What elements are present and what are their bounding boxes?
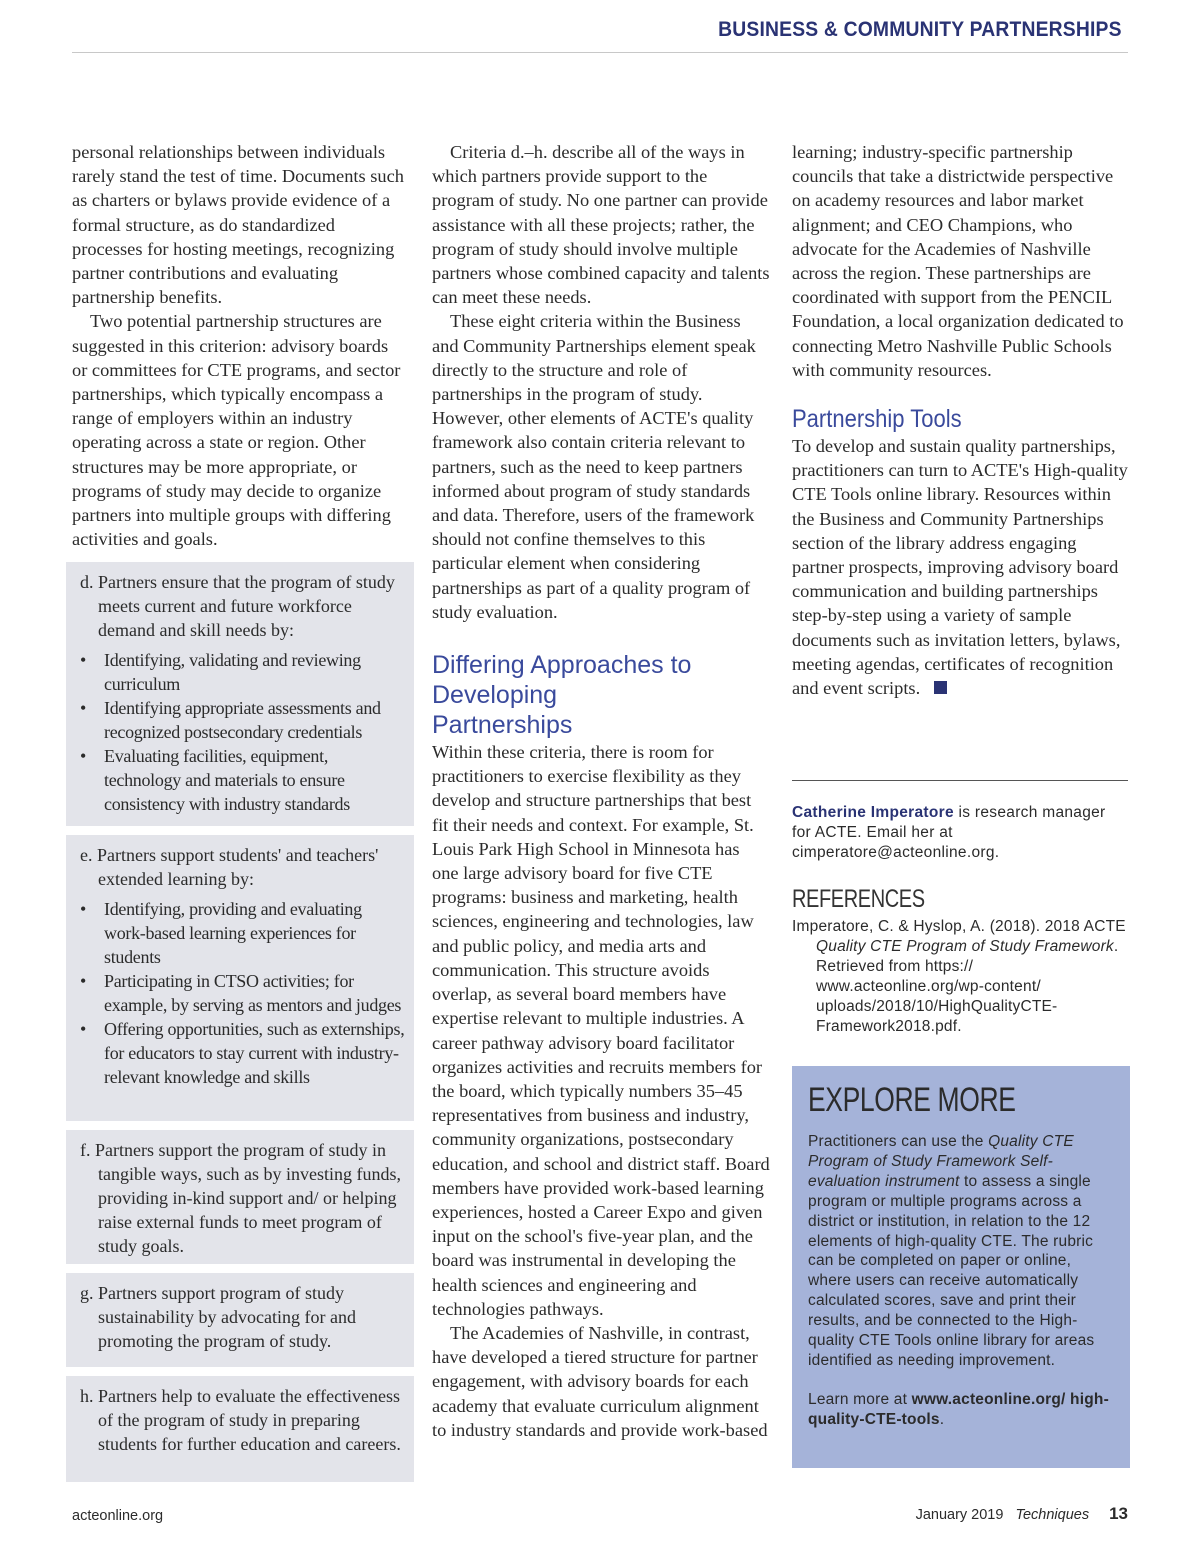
page-number: 13 <box>1109 1504 1128 1523</box>
section-heading: Partnership Tools <box>792 405 962 434</box>
paragraph: Within these criteria, there is room for practitioners to exercise flexibility as they develop and structure partnerships that best fit their needs and context. For example, St. Louis Park High School in Minnesota has one large advisory board for five CTE programs: business and marketing, health sciences, engineering and technologies, law and public policy, and media arts and communication. This structure avoids overlap, as several board members have expertise relevant to multiple industries. A career pathway advisory board facilitator organizes activities and recruits members for the board, which typically numbers 35–45 representatives from business and industry, community organizations, postsecondary education, and school and district staff. Board members have provided work-based learning experiences, hosted a Career Expo and given input on the school's five-year plan, and the board was instrumental in developing the health sciences and engineering and technologies pathways. <box>432 742 770 1319</box>
byline-divider <box>792 780 1128 781</box>
criterion-d-box <box>66 562 414 826</box>
list-item: • Participating in CTSO activities; for example, by serving as mentors and judges <box>80 971 402 1015</box>
criterion-heading: d. Partners ensure that the program of study meets current and future workforce demand and skill needs by: <box>80 572 395 640</box>
column-2 <box>432 140 770 1442</box>
reference-entry: Imperatore, C. & Hyslop, A. (2018). 2018 ACTE Quality CTE Program of Study Framework. Retrieved from https:// www.acteonline.org/wp-content/ uploads/2018/10/HighQualityCTE-Framework2018.pdf. <box>792 918 1126 1035</box>
footer-date: January 2019 <box>915 1507 1004 1523</box>
list-item: • Evaluating facilities, equipment, technology and materials to ensure consistency with industry standards <box>80 746 350 814</box>
header-rule <box>72 52 1128 53</box>
criterion-heading: e. Partners support students' and teachers' extended learning by: <box>80 845 379 889</box>
paragraph: personal relationships between individuals rarely stand the test of time. Documents such as charters or bylaws provide evidence of a formal structure, as do standardized processes for hosting meetings, recognizing partner contributions and evaluating partnership benefits. <box>72 142 404 308</box>
list-item: • Identifying, validating and reviewing curriculum <box>80 650 361 694</box>
criterion-list <box>80 648 406 816</box>
list-item: • Offering opportunities, such as externships, for educators to stay current with industry-relevant knowledge and skills <box>80 1019 405 1087</box>
paragraph: Criteria d.–h. describe all of the ways in which partners provide support to the program of study. No one partner can provide assistance with all these projects; rather, the program of study should involve multiple partners whose combined capacity and talents can meet these needs. <box>432 142 770 308</box>
criterion-heading: f. Partners support the program of study in tangible ways, such as by investing funds, providing in-kind support and/ or helping raise external funds to meet program of study goals. <box>80 1140 401 1256</box>
learn-more-link[interactable]: www.acteonline.org/ high-quality-CTE-tools <box>808 1390 1109 1428</box>
author-name: Catherine Imperatore <box>792 804 954 821</box>
criterion-h-box <box>66 1376 414 1482</box>
explore-more-body: Practitioners can use the Quality CTE Program of Study Framework Self-evaluation instrument to assess a single program or multiple programs across a district or institution, in relation to the 12 elements of high-quality CTE. The rubric can be completed on paper or online, where users can receive automatically calculated scores, save and print their results, and be connected to the High-quality CTE Tools online library for areas identified as needing improvement. <box>808 1133 1095 1369</box>
criterion-heading: h. Partners help to evaluate the effectiveness of the program of study in preparing students for further education and careers. <box>80 1386 401 1454</box>
explore-more-heading: EXPLORE MORE <box>808 1081 1016 1119</box>
footer-site: acteonline.org <box>72 1508 164 1524</box>
learn-more: Learn more at www.acteonline.org/ high-quality-CTE-tools. <box>808 1390 1109 1428</box>
paragraph: learning; industry-specific partnership councils that take a districtwide perspective on academy resources and labor market alignment; and CEO Champions, who advocate for the Academies of Nashville across the region. These partnerships are coordinated with support from the PENCIL Foundation, a local organization dedicated to connecting Metro Nashville Public Schools with community resources. <box>792 142 1124 380</box>
paragraph: The Academies of Nashville, in contrast, have developed a tiered structure for partner engagement, with advisory boards for each academy that evaluate curriculum alignment to industry standards and provide work-based <box>432 1322 768 1440</box>
paragraph: Two potential partnership structures are suggested in this criterion: advisory boards or committees for CTE programs, and sector partnerships, which typically encompass a range of employers within an industry operating across a state or region. Other structures may be more appropriate, or programs of study may decide to organize partners into multiple groups with differing activities and goals. <box>72 311 401 550</box>
references-heading: REFERENCES <box>792 885 925 913</box>
criterion-list <box>80 897 406 1089</box>
explore-more-box <box>792 1066 1130 1468</box>
list-item: • Identifying appropriate assessments and recognized postsecondary credentials <box>80 698 381 742</box>
column-1 <box>72 140 408 551</box>
list-item: • Identifying, providing and evaluating work-based learning experiences for students <box>80 899 362 967</box>
footer-magazine: Techniques <box>1015 1507 1090 1523</box>
section-title: BUSINESS & COMMUNITY PARTNERSHIPS <box>718 18 1122 41</box>
paragraph: To develop and sustain quality partnerships, practitioners can turn to ACTE's High-quality CTE Tools online library. Resources within the Business and Community Partnerships section of the library address engaging partner prospects, improving advisory board communication and building partnerships step-by-step using a variety of sample documents such as invitation letters, bylaws, meeting agendas, certificates of recognition and event scripts. <box>792 436 1128 699</box>
criterion-e-box <box>66 835 414 1121</box>
column-3 <box>792 140 1130 700</box>
end-mark-icon <box>934 681 947 694</box>
paragraph: These eight criteria within the Business and Community Partnerships element speak directly to the structure and role of partnerships in the program of study. However, other elements of ACTE's quality framework also contain criteria relevant to partners, such as the need to keep partners informed about program of study standards and data. Therefore, users of the framework should not confine themselves to this particular element when considering partnerships as part of a quality program of study evaluation. <box>432 311 756 622</box>
author-byline: Catherine Imperatore is research manager for ACTE. Email her at cimperatore@acteonline.org. <box>792 804 1106 861</box>
section-heading: Differing Approaches to Developing Partnerships <box>432 651 692 740</box>
criterion-g-box <box>66 1273 414 1367</box>
footer-issue <box>916 1504 1128 1524</box>
criterion-f-box <box>66 1130 414 1264</box>
criterion-heading: g. Partners support program of study sustainability by advocating for and promoting the program of study. <box>80 1283 356 1351</box>
